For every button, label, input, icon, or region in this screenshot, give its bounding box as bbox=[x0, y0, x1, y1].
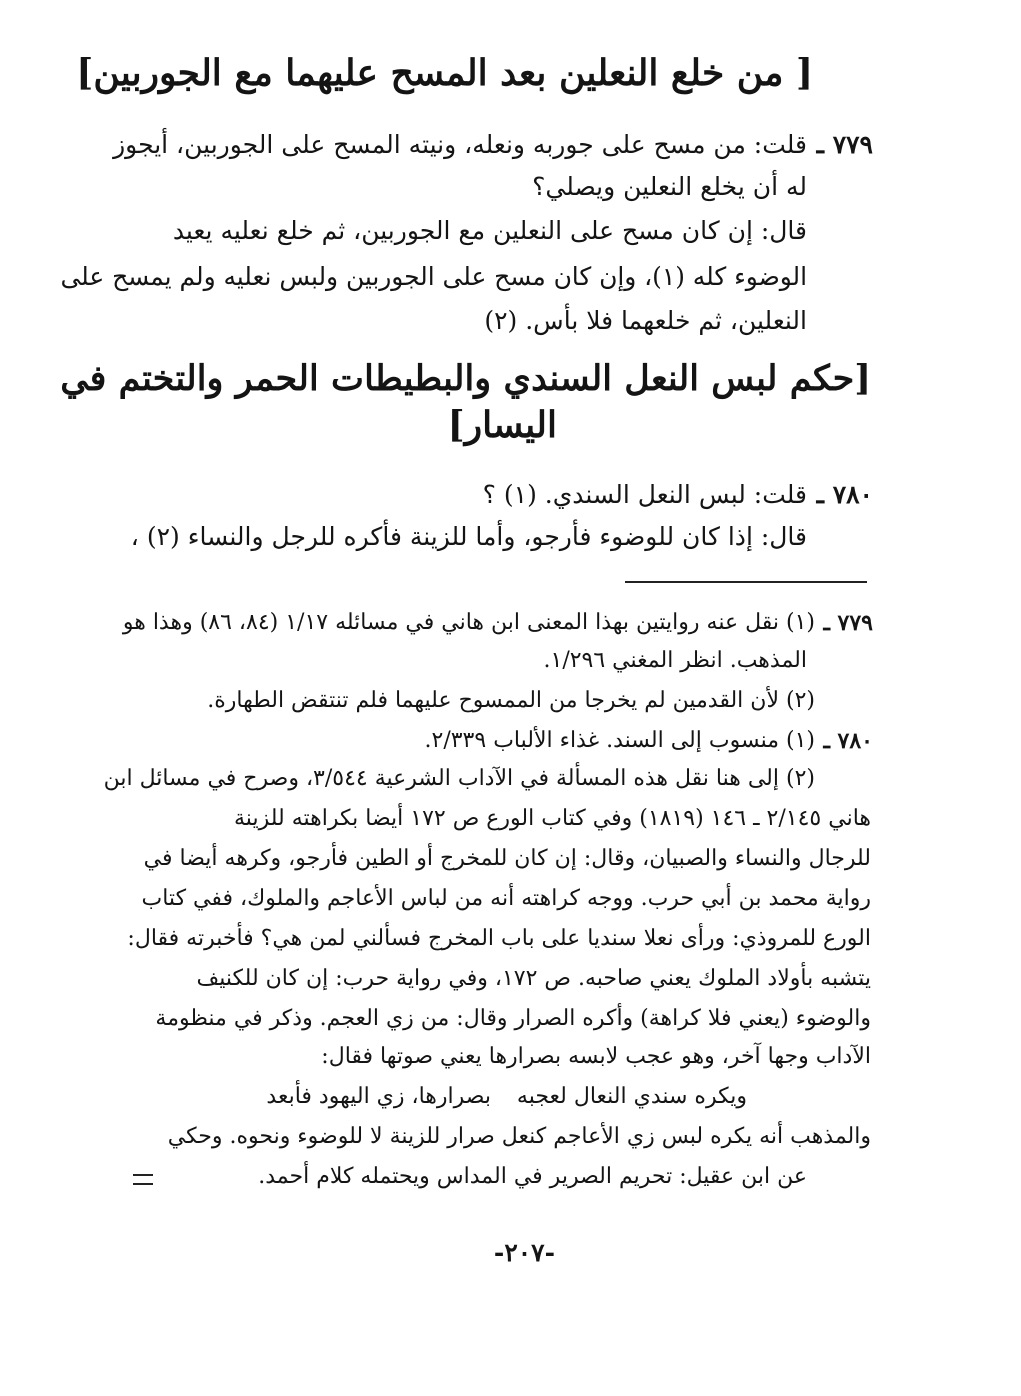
footnote-line: المذهب. انظر المغني ١/٢٩٦. bbox=[543, 648, 807, 673]
text-line: قلت: لبس النعل السندي. (١) ؟ bbox=[482, 480, 807, 509]
footnote-line: رواية محمد بن أبي حرب. ووجه كراهته أنه من لباس الأعاجم والملوك، ففي كتاب bbox=[141, 886, 871, 911]
footnote-line: هاني ٢/١٤٥ ـ ١٤٦ (١٨١٩) وفي كتاب الورع ص ١٧٢ أيضا بكراهته للزينة bbox=[234, 806, 871, 831]
footnote-line: الورع للمروذي: ورأى نعلا سنديا على باب المخرج فسألني لمن هي؟ فأخبرته فقال: bbox=[127, 926, 871, 951]
footnote-line: والمذهب أنه يكره لبس زي الأعاجم كنعل صرار للزينة لا للوضوء ونحوه. وحكي bbox=[167, 1124, 871, 1149]
entry-number: ٧٧٩ ـ bbox=[816, 130, 873, 159]
footnote-line: (١) نقل عنه روايتين بهذا المعنى ابن هاني في مسائله ١/١٧ (٨٤، ٨٦) وهذا هو bbox=[122, 610, 815, 635]
verse-second-hemistich: بصرارها، زي اليهود فأبعد bbox=[266, 1084, 491, 1109]
text-line: له أن يخلع النعلين ويصلي؟ bbox=[532, 172, 807, 201]
text-line: الوضوء كله (١)، وإن كان مسح على الجوربين ولبس نعليه ولم يمسح على bbox=[60, 262, 807, 291]
footnote-line: والوضوء (يعني فلا كراهة) وأكره الصرار وقال: من زي العجم. وذكر في منظومة bbox=[155, 1006, 871, 1031]
footnote-line: عن ابن عقيل: تحريم الصرير في المداس ويحتمله كلام أحمد. bbox=[258, 1164, 807, 1189]
margin-mark bbox=[133, 1174, 153, 1185]
page-number: -٢٠٧- bbox=[493, 1238, 555, 1267]
footnote-separator bbox=[625, 581, 867, 583]
section-heading-continued: اليسار] bbox=[447, 404, 557, 446]
footnote-entry-number: ٧٧٩ ـ bbox=[823, 610, 873, 636]
entry-number: ٧٨٠ ـ bbox=[816, 480, 873, 509]
footnote-line: الآداب وجها آخر، وهو عجب لابسه بصرارها يعني صوتها فقال: bbox=[321, 1044, 871, 1069]
footnote-line: يتشبه بأولاد الملوك يعني صاحبه. ص ١٧٢، وفي رواية حرب: إن كان للكنيف bbox=[196, 966, 871, 991]
text-line: النعلين، ثم خلعهما فلا بأس. (٢) bbox=[484, 306, 807, 335]
verse-first-hemistich: ويكره سندي النعال لعجبه bbox=[516, 1084, 747, 1109]
text-line: قال: إن كان مسح على النعلين مع الجوربين، ثم خلع نعليه يعيد bbox=[172, 216, 807, 245]
footnote-entry-number: ٧٨٠ ـ bbox=[823, 728, 873, 754]
footnote-line: (٢) إلى هنا نقل هذه المسألة في الآداب الشرعية ٣/٥٤٤، وصرح في مسائل ابن bbox=[103, 766, 815, 791]
section-heading: [ من خلع النعلين بعد المسح عليهما مع الجوربين] bbox=[76, 52, 813, 94]
text-line: قلت: من مسح على جوربه ونعله، ونيته المسح على الجوربين، أيجوز bbox=[113, 130, 807, 159]
footnote-line: (١) منسوب إلى السند. غذاء الألباب ٢/٣٣٩. bbox=[424, 728, 815, 753]
section-heading: [حكم لبس النعل السندي والبطيطات الحمر والتختم في bbox=[60, 358, 871, 399]
text-line: قال: إذا كان للوضوء فأرجو، وأما للزينة فأكره للرجل والنساء (٢) ، bbox=[130, 522, 807, 551]
footnote-line: (٢) لأن القدمين لم يخرجا من الممسوح عليهما فلم تنتقض الطهارة. bbox=[207, 688, 815, 713]
footnote-line: للرجال والنساء والصبيان، وقال: إن كان للمخرج أو الطين فأرجو، وكرهه أيضا في bbox=[143, 846, 871, 871]
